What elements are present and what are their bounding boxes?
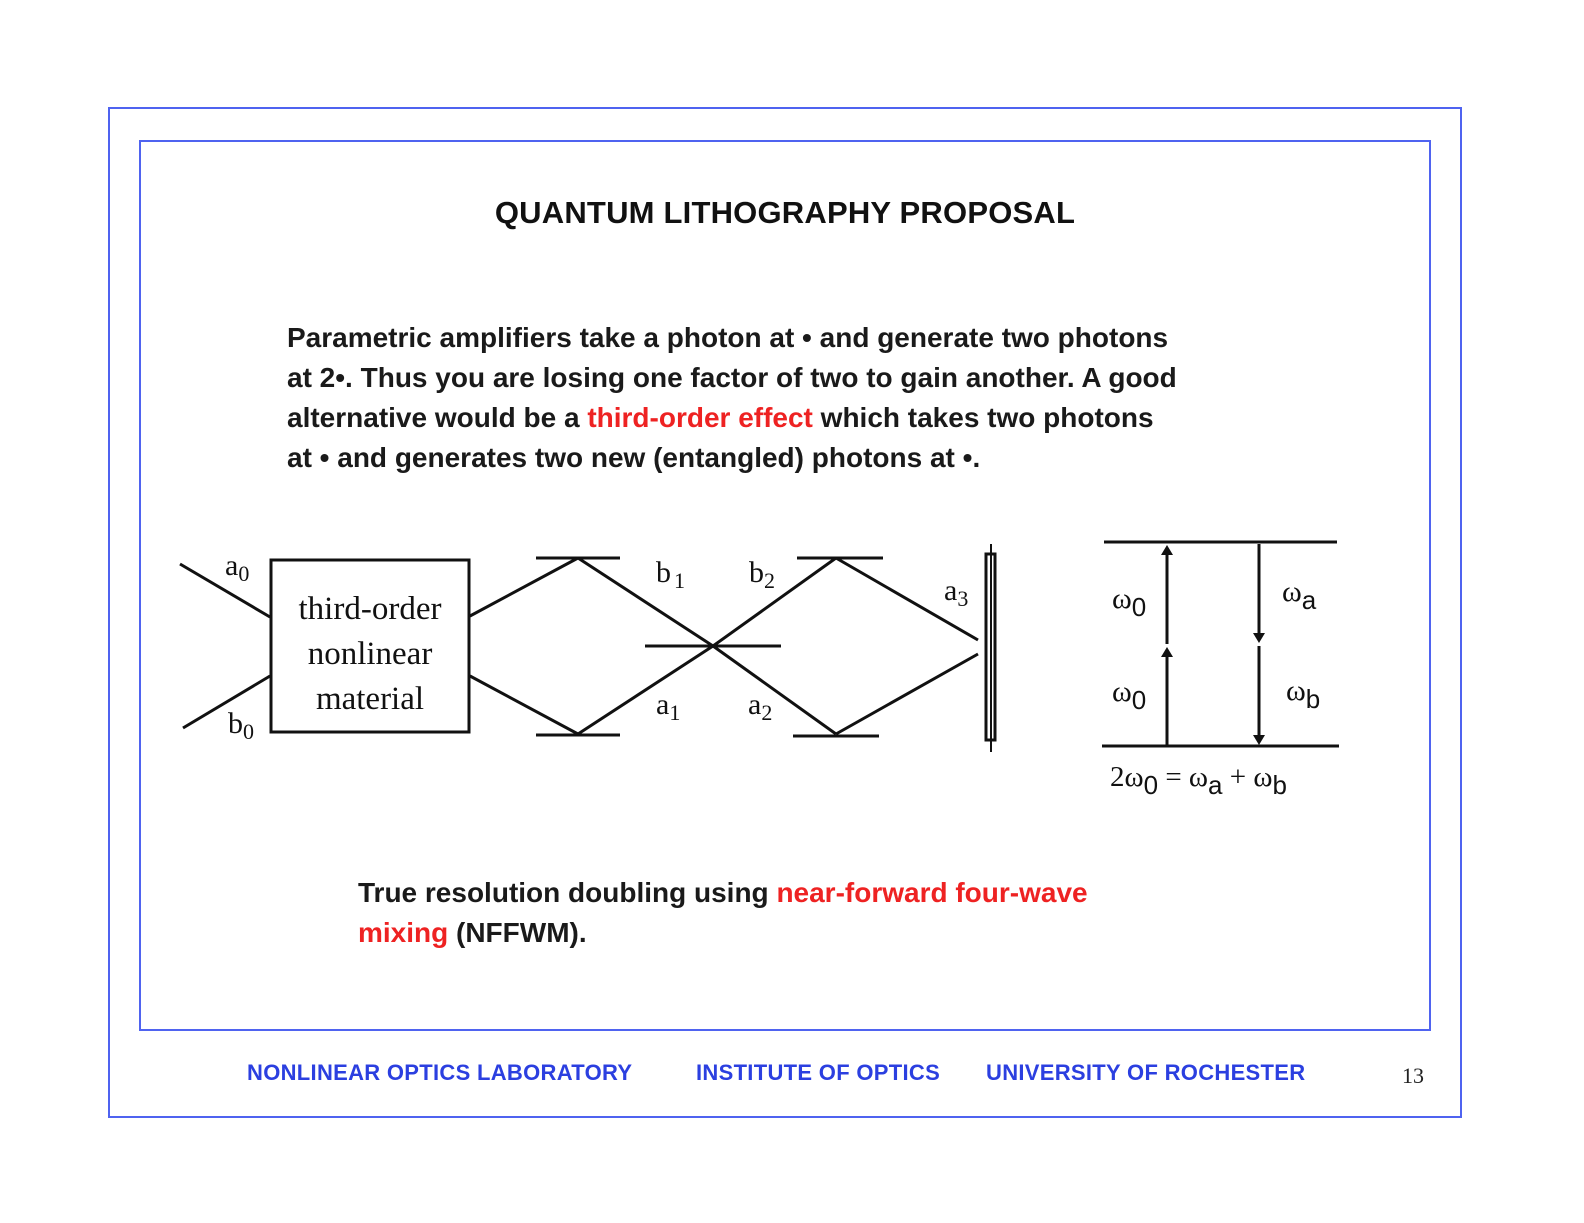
label-b1: b $_1$ [656, 556, 685, 593]
label-b0: $b_0$ [228, 707, 254, 744]
slide-title: QUANTUM LITHOGRAPHY PROPOSAL [494, 195, 1076, 230]
paragraph-line-4: at • and generates two new (entangled) photons at •. [287, 442, 981, 473]
paragraph-line-3-end: which takes two photons [812, 402, 1154, 433]
label-omega0-lower: ω0 [1112, 675, 1147, 715]
energy-conservation-equation: 2ω0 = ωa + ωb [1110, 761, 1287, 800]
conclusion-text [358, 873, 1308, 953]
paragraph-line-2: at 2•. Thus you are losing one factor of two to gain another. A good [287, 362, 1177, 393]
label-a2: $a_2$ [748, 688, 773, 725]
conclusion-line-2-end: (NFFWM). [448, 917, 587, 948]
paragraph-line-3-start: alternative would be a [287, 402, 588, 433]
label-omega-a: ωa [1282, 575, 1317, 615]
conclusion-line-1 [358, 873, 1308, 913]
box-line-1: third-order [298, 591, 442, 627]
label-a0: $a_0$ [225, 549, 250, 586]
page-number: 13 [1402, 1063, 1424, 1088]
box-line-2: nonlinear [307, 636, 433, 672]
nffwm-highlight-2: mixing [358, 917, 449, 948]
label-omega-b: ωb [1286, 674, 1321, 714]
footer-university: UNIVERSITY OF ROCHESTER [986, 1060, 1306, 1085]
label-a3: $a_3$ [944, 574, 969, 611]
nffwm-highlight-1: near-forward four-wave [776, 877, 1088, 908]
footer-lab-name: NONLINEAR OPTICS LABORATORY [247, 1060, 633, 1085]
conclusion-line-1-start: True resolution doubling using [358, 877, 777, 908]
box-line-3: material [315, 681, 425, 717]
conclusion-line-2 [358, 913, 1308, 953]
label-a1: $a_1$ [656, 688, 681, 725]
footer-institute: INSTITUTE OF OPTICS [696, 1060, 941, 1085]
label-omega0-upper: ω0 [1112, 582, 1147, 622]
paragraph-line-1: Parametric amplifiers take a photon at • and generate two photons [287, 322, 1169, 353]
third-order-effect-highlight: third-order effect [587, 402, 813, 433]
label-b2: $b_2$ [749, 556, 775, 593]
